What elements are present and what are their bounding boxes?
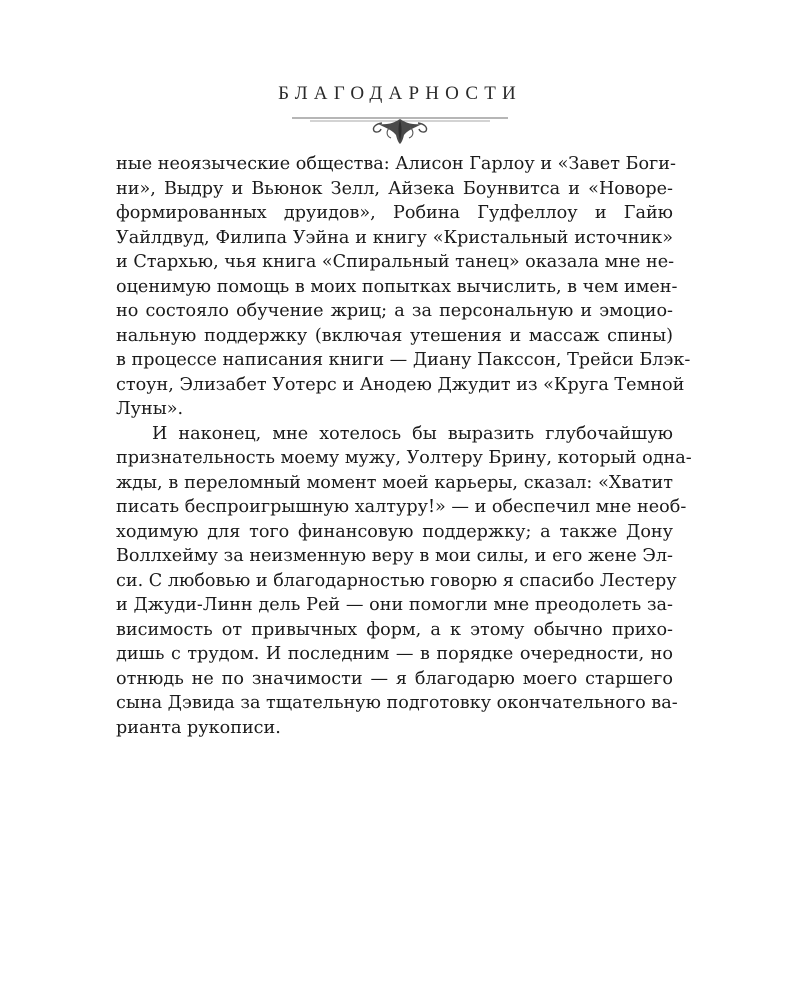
text-line: ные неоязыческие общества: Алисон Гарлоу и «Завет Боги- (116, 154, 676, 174)
text-line: дишь с трудом. И последним — в порядке очередности, но (116, 644, 673, 664)
text-line: стоун, Элизабет Уотерс и Анодею Джудит из «Круга Темной (116, 374, 685, 395)
text-line: и Стархью, чья книга «Спиральный танец» оказала мне не- (116, 252, 675, 272)
text-line: писать беспроигрышную халтуру!» — и обеспечил мне необ- (116, 497, 687, 517)
text-line: в процессе написания книги — Диану Пакссон, Трейси Блэк- (116, 350, 691, 370)
text-line: И наконец, мне хотелось бы выразить глубочайшую (152, 423, 673, 444)
text-line: си. С любовью и благодарностью говорю я спасибо Лестеру (116, 570, 677, 591)
text-line: оценимую помощь в моих попытках вычислить, в чем имен- (116, 276, 678, 297)
text-line: Уайлдвуд, Филипа Уэйна и книгу «Кристальный источник» (116, 227, 673, 248)
text-line: но состояло обучение жриц; а за персональную и эмоцио- (116, 301, 673, 321)
text-line: ни», Выдру и Вьюнок Зелл, Айзека Боунвитса и «Новоре- (116, 178, 673, 199)
fleuron-ornament-icon (290, 111, 510, 145)
text-line: Воллхейму за неизменную веру в мои силы, и его жене Эл- (116, 546, 673, 566)
text-line: рианта рукописи. (116, 717, 281, 738)
text-line: отнюдь не по значимости — я благодарю моего старшего (116, 668, 673, 689)
text-line: ходимую для того финансовую поддержку; а также Дону (116, 521, 673, 542)
text-line: сына Дэвида за тщательную подготовку окончательного ва- (116, 693, 678, 713)
text-line: нальную поддержку (включая утешения и массаж спины) (116, 325, 673, 346)
text-line: признательность моему мужу, Уолтеру Брину, который одна- (116, 448, 692, 468)
text-line: Луны». (116, 399, 184, 419)
running-header-title: БЛАГОДАРНОСТИ (278, 83, 522, 104)
text-line: формированных друидов», Робина Гудфеллоу и Гайю (116, 203, 673, 223)
body-text (116, 152, 692, 740)
text-line: жды, в переломный момент моей карьеры, сказал: «Хватит (116, 472, 673, 493)
text-line: висимость от привычных форм, а к этому обычно прихо- (116, 619, 673, 640)
text-line: и Джуди-Линн дель Рей — они помогли мне преодолеть за- (116, 595, 673, 615)
